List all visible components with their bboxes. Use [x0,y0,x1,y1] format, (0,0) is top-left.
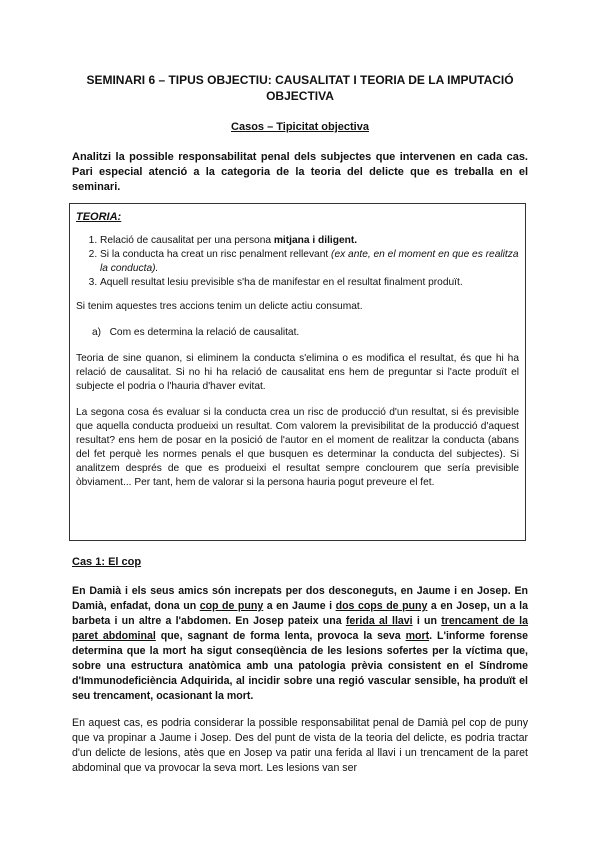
theory-paragraph-2: La segona cosa és evaluar si la conducta crea un risc de producció d'un resultat, si és previsible que aquella conducta produeixi un resultat. Com valorem la previsibilitat de la producció d'aquest resultat? ens hem de posar en la posició de l'autor en el moment de realitzar la conducta (abans del fet perquè les normes penals el que busquen es determinar la conducta del subjectes). Si analitzem després de que es produeixi el resultat sempre conclourem que sería previsible òbviament... Per tant, hem de valorar si la persona hauria pogut preveure el fet. [76,407,519,488]
subpoint-text: Com es determina la relació de causalitat. [109,327,300,338]
theory-heading: TEORIA: [76,211,122,223]
case-text-segment: . L'informe forense determina que la mort ha sigut conseqüència de les lesions sofertes per la víctima que, sobre una estructura anatòmica amb una patologia prèvia consistent en el Síndrome d'Immunodeficiència Adquirida, al incidir sobre una regió vascular sensible, ha produït el seu trencament, ocasionant la mort. [72,630,528,702]
case-underlined: ferida al llavi [345,615,413,627]
case-text-segment: a en Jaume i [263,600,336,612]
theory-item-text: Relació de causalitat per una persona [100,235,274,246]
theory-item-emphasis: mitjana i diligent. [273,235,358,246]
theory-item-emphasis: (ex ante, en el moment en que es realitza la conducta). [100,249,519,274]
case-underlined: trencament de la paret abdominal [72,615,528,642]
page-subtitle: Casos – Tipicitat objectiva [231,121,369,133]
case-1-title: Cas 1: El cop [72,556,142,568]
case-1-statement [72,584,528,704]
subpoint-label: a) [92,327,102,338]
theory-item-1 [100,234,519,248]
theory-paragraph-1: Teoria de sine quanon, si eliminem la conducta s'elimina o es modifica el resultat, és que hi ha relació de causalitat. Si no hi ha relació de causalitat ens hem de preguntar si l'acte produït el subjecte el podria o l'hauria d'haver evitat. [76,353,519,392]
case-underlined: mort [405,630,430,642]
case-text-segment: i un [412,615,442,627]
theory-item-3 [100,276,519,290]
theory-summary: Si tenim aquestes tres accions tenim un delicte actiu consumat. [76,301,363,312]
theory-item-text: Aquell resultat lesiu previsible s'ha de manifestar en el resultat finalment produït. [100,277,463,288]
theory-item-text: Si la conducta ha creat un risc penalment rellevant [100,249,332,260]
theory-list [76,234,519,290]
theory-subpoint-a [92,326,519,340]
case-text-segment: que, sagnant de forma lenta, provoca la seva [155,630,406,642]
case-text-segment: a en Josep, un a la barbeta i un altre a l'abdomen. En Josep pateix una [72,600,528,627]
case-text-segment: En Damià i els seus amics són increpats per dos desconeguts, en Jaume i en Josep. En Damià, enfadat, dona un [72,585,528,612]
intro-instructions: Analitzi la possible responsabilitat penal dels subjectes que intervenen en cada cas. Pari especial atenció a la categoria de la teoria del delicte que es treballa en el seminari. [72,151,528,193]
theory-item-2 [100,248,519,276]
theory-box [69,203,526,541]
case-underlined: dos cops de puny [335,600,428,612]
page-title: SEMINARI 6 – TIPUS OBJECTIU: CAUSALITAT I TEORIA DE LA IMPUTACIÓ OBJECTIVA [86,73,514,103]
case-1-analysis: En aquest cas, es podria considerar la possible responsabilitat penal de Damià pel cop de puny que va propinar a Jaume i Josep. Des del punt de vista de la teoria del delicte, es podria tractar d'un delicte de lesions, atès que en Josep va patir una ferida al llavi i un trencament de la paret abdominal que va provocar la seva mort. Les lesions van ser [72,717,528,774]
case-underlined: cop de puny [199,600,264,612]
